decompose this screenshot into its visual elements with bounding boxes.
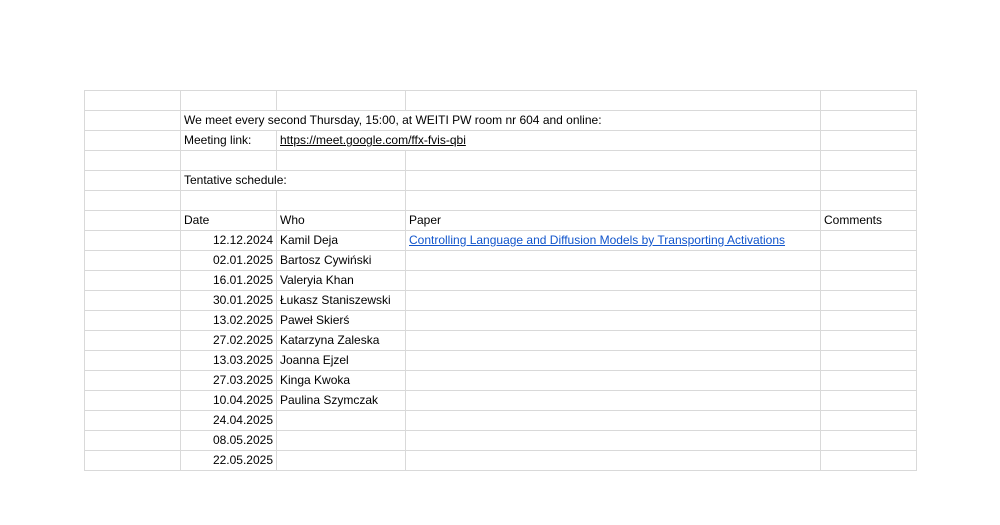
- cell[interactable]: [821, 91, 917, 111]
- date-cell[interactable]: 12.12.2024: [181, 231, 277, 251]
- who-cell[interactable]: Paulina Szymczak: [277, 391, 406, 411]
- cell[interactable]: [85, 191, 181, 211]
- schedule-row: [85, 391, 917, 411]
- comments-cell[interactable]: [821, 451, 917, 471]
- who-cell[interactable]: [277, 411, 406, 431]
- schedule-row: [85, 331, 917, 351]
- comments-cell[interactable]: [821, 431, 917, 451]
- cell[interactable]: [85, 231, 181, 251]
- paper-cell[interactable]: [406, 311, 821, 331]
- paper-link[interactable]: Controlling Language and Diffusion Models by Transporting Activations: [409, 233, 786, 247]
- who-cell[interactable]: Katarzyna Zaleska: [277, 331, 406, 351]
- who-cell[interactable]: Joanna Ejzel: [277, 351, 406, 371]
- who-cell[interactable]: Kamil Deja: [277, 231, 406, 251]
- header-date-cell[interactable]: [181, 211, 277, 231]
- cell[interactable]: [85, 271, 181, 291]
- schedule-row: [85, 451, 917, 471]
- cell[interactable]: [85, 351, 181, 371]
- comments-cell[interactable]: [821, 411, 917, 431]
- paper-cell[interactable]: [406, 331, 821, 351]
- date-cell[interactable]: 22.05.2025: [181, 451, 277, 471]
- paper-cell[interactable]: [406, 371, 821, 391]
- cell[interactable]: [85, 91, 181, 111]
- cell[interactable]: [85, 211, 181, 231]
- date-cell[interactable]: 24.04.2025: [181, 411, 277, 431]
- schedule-row: [85, 251, 917, 271]
- schedule-row: [85, 231, 917, 251]
- cell[interactable]: [181, 191, 277, 211]
- header-comments: Comments: [824, 213, 883, 227]
- cell[interactable]: [821, 191, 917, 211]
- comments-cell[interactable]: [821, 291, 917, 311]
- schedule-row: [85, 411, 917, 431]
- schedule-row: [85, 271, 917, 291]
- paper-cell[interactable]: [406, 251, 821, 271]
- schedule-title: Tentative schedule:: [184, 173, 287, 187]
- cell[interactable]: [181, 91, 277, 111]
- intro-text: We meet every second Thursday, 15:00, at WEITI PW room nr 604 and online:: [184, 113, 602, 127]
- comments-cell[interactable]: [821, 391, 917, 411]
- paper-cell[interactable]: [406, 231, 821, 251]
- paper-cell[interactable]: [406, 451, 821, 471]
- cell[interactable]: [85, 291, 181, 311]
- meeting-link-label-cell[interactable]: [181, 131, 277, 151]
- sheet-row-empty: [85, 151, 917, 171]
- cell[interactable]: [277, 171, 406, 191]
- cell[interactable]: [821, 151, 917, 171]
- sheet-row-intro: [85, 111, 917, 131]
- cell[interactable]: [85, 451, 181, 471]
- comments-cell[interactable]: [821, 271, 917, 291]
- who-cell[interactable]: Valeryia Khan: [277, 271, 406, 291]
- date-cell[interactable]: 30.01.2025: [181, 291, 277, 311]
- cell[interactable]: [85, 371, 181, 391]
- date-cell[interactable]: 08.05.2025: [181, 431, 277, 451]
- paper-cell[interactable]: [406, 411, 821, 431]
- header-paper: Paper: [409, 213, 442, 227]
- who-cell[interactable]: Kinga Kwoka: [277, 371, 406, 391]
- date-cell[interactable]: 10.04.2025: [181, 391, 277, 411]
- cell[interactable]: [406, 131, 821, 151]
- comments-cell[interactable]: [821, 311, 917, 331]
- cell[interactable]: [406, 91, 821, 111]
- comments-cell[interactable]: [821, 371, 917, 391]
- paper-cell[interactable]: [406, 351, 821, 371]
- who-cell[interactable]: Łukasz Staniszewski: [277, 291, 406, 311]
- header-who: Who: [280, 213, 305, 227]
- who-cell[interactable]: Bartosz Cywiński: [277, 251, 406, 271]
- cell[interactable]: [277, 191, 406, 211]
- cell[interactable]: [85, 391, 181, 411]
- header-date: Date: [184, 213, 210, 227]
- sheet-row-empty: [85, 91, 917, 111]
- cell[interactable]: [85, 131, 181, 151]
- cell[interactable]: [406, 151, 821, 171]
- date-cell[interactable]: 13.03.2025: [181, 351, 277, 371]
- date-cell[interactable]: 13.02.2025: [181, 311, 277, 331]
- schedule-row: [85, 431, 917, 451]
- schedule-row: [85, 291, 917, 311]
- schedule-row: [85, 371, 917, 391]
- intro-text-cell[interactable]: [181, 111, 602, 131]
- schedule-sheet: [84, 90, 917, 471]
- schedule-row: [85, 311, 917, 331]
- paper-cell[interactable]: [406, 391, 821, 411]
- paper-cell[interactable]: [406, 291, 821, 311]
- cell[interactable]: [85, 431, 181, 451]
- comments-cell[interactable]: [821, 251, 917, 271]
- date-cell[interactable]: 27.03.2025: [181, 371, 277, 391]
- who-cell[interactable]: [277, 451, 406, 471]
- date-cell[interactable]: 27.02.2025: [181, 331, 277, 351]
- header-paper-cell[interactable]: [406, 211, 821, 231]
- cell[interactable]: [406, 191, 821, 211]
- sheet-row-meeting-link: [85, 131, 917, 151]
- comments-cell[interactable]: [821, 231, 917, 251]
- cell[interactable]: [277, 91, 406, 111]
- cell[interactable]: [85, 251, 181, 271]
- comments-cell[interactable]: [821, 331, 917, 351]
- cell[interactable]: [85, 311, 181, 331]
- sheet-row-schedule-title: [85, 171, 917, 191]
- cell[interactable]: [821, 111, 917, 131]
- cell[interactable]: [277, 151, 406, 171]
- cell[interactable]: [85, 171, 181, 191]
- header-who-cell[interactable]: [277, 211, 406, 231]
- who-cell[interactable]: [277, 431, 406, 451]
- paper-cell[interactable]: [406, 271, 821, 291]
- cell[interactable]: [821, 131, 917, 151]
- schedule-row: [85, 351, 917, 371]
- schedule-title-cell[interactable]: [181, 171, 287, 191]
- comments-cell[interactable]: [821, 351, 917, 371]
- cell[interactable]: [85, 111, 181, 131]
- sheet-row-header: [85, 211, 917, 231]
- cell[interactable]: [181, 151, 277, 171]
- meeting-link-label: Meeting link:: [184, 133, 252, 147]
- header-comments-cell[interactable]: [821, 211, 917, 231]
- cell[interactable]: [406, 171, 821, 191]
- cell[interactable]: [85, 331, 181, 351]
- date-cell[interactable]: 02.01.2025: [181, 251, 277, 271]
- paper-cell[interactable]: [406, 431, 821, 451]
- sheet-row-empty: [85, 191, 917, 211]
- date-cell[interactable]: 16.01.2025: [181, 271, 277, 291]
- cell[interactable]: [85, 411, 181, 431]
- meeting-link[interactable]: https://meet.google.com/ffx-fvis-qbi: [280, 133, 466, 147]
- cell[interactable]: [821, 171, 917, 191]
- cell[interactable]: [85, 151, 181, 171]
- meeting-link-cell[interactable]: [277, 131, 466, 151]
- who-cell[interactable]: Paweł Skierś: [277, 311, 406, 331]
